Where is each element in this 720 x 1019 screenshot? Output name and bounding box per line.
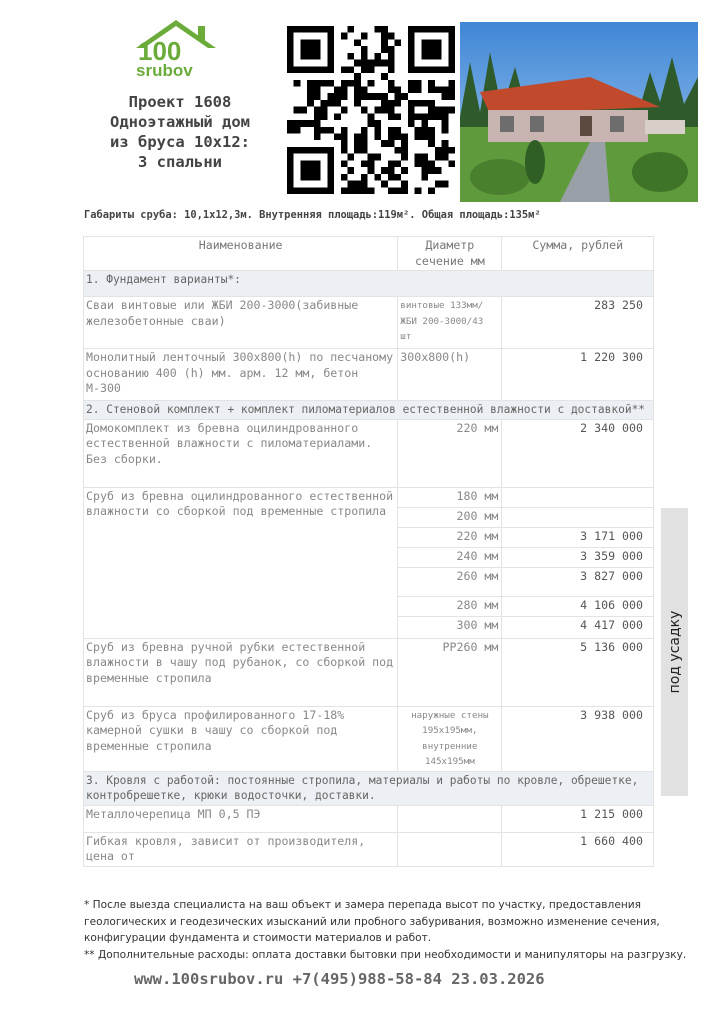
row-sum: 3 827 000: [502, 567, 654, 596]
row-name: Металлочерепица МП 0,5 ПЭ: [84, 805, 398, 832]
shrinkage-label-text: под усадку: [666, 610, 683, 694]
row-diameter: [398, 832, 502, 866]
table-row: [84, 419, 654, 487]
row-diameter: 200 мм: [398, 507, 502, 527]
table-row: [84, 832, 654, 866]
row-diameter: 300х800(h): [398, 349, 502, 401]
row-diameter: 220 мм: [398, 419, 502, 487]
row-sum: [502, 507, 654, 527]
section-title: 3. Кровля с работой: постоянные стропила, материалы и работы по кровле, обрешетке, контробрешетке, крюки водосточки, доставки.: [84, 771, 654, 805]
row-diameter: 260 мм: [398, 567, 502, 596]
title-line: из бруса 10х12:: [110, 133, 250, 151]
title-line: Проект 1608: [128, 93, 232, 111]
table-row: [84, 297, 654, 349]
footnotes: [84, 897, 704, 963]
shrinkage-label: [661, 508, 688, 796]
table-row: [84, 349, 654, 401]
section-title: 2. Стеновой комплект + комплект пиломатериалов естественной влажности с доставкой**: [84, 401, 654, 420]
row-sum: 3 938 000: [502, 706, 654, 771]
row-sum: 2 340 000: [502, 419, 654, 487]
house-photo: [460, 22, 698, 202]
row-diameter: наружные стены 195х195мм, внутренние 145х195мм: [398, 706, 502, 771]
table-row: [84, 487, 654, 507]
company-logo: [128, 18, 228, 80]
row-diameter: 300 мм: [398, 616, 502, 638]
row-sum: 283 250: [502, 297, 654, 349]
row-diameter: [398, 805, 502, 832]
section-title: 1. Фундамент варианты*:: [84, 271, 654, 297]
row-sum: 4 106 000: [502, 596, 654, 616]
row-sum: 1 660 400: [502, 832, 654, 866]
row-sum: [502, 487, 654, 507]
row-sum: 3 359 000: [502, 547, 654, 567]
qr-code[interactable]: [287, 26, 455, 194]
row-sum: 4 417 000: [502, 616, 654, 638]
row-sum: 1 220 300: [502, 349, 654, 401]
title-line: 3 спальни: [138, 153, 222, 171]
row-sum: 5 136 000: [502, 638, 654, 706]
svg-text:srubov: srubov: [136, 61, 193, 80]
row-name: Гибкая кровля, зависит от производителя, цена от: [84, 832, 398, 866]
row-diameter: 220 мм: [398, 527, 502, 547]
row-sum: 3 171 000: [502, 527, 654, 547]
table-row: [84, 706, 654, 771]
row-name: Сваи винтовые или ЖБИ 200-3000(забивные железобетонные сваи): [84, 297, 398, 349]
row-name: Монолитный ленточный 300х800(h) по песчаному основанию 400 (h) мм. арм. 12 мм, бетон М-300: [84, 349, 398, 401]
title-line: Одноэтажный дом: [110, 113, 250, 131]
row-name: Домокомплект из бревна оцилиндрованного естественной влажности с пиломатериалами. Без сборки.: [84, 419, 398, 487]
row-name: Сруб из бруса профилированного 17-18% камерной сушки в чашу со сборкой под временные стропила: [84, 706, 398, 771]
table-row: [84, 638, 654, 706]
row-name: Сруб из бревна оцилиндрованного естественной влажности со сборкой под временные стропила: [84, 487, 398, 638]
section-roof: [84, 771, 654, 805]
row-diameter: РР260 мм: [398, 638, 502, 706]
table-row: [84, 805, 654, 832]
footnote: * После выезда специалиста на ваш объект и замера перепада высот по участку, предоставления геологических и геодезических изысканий или пробного забуривания, возможно изменение сечения, конфигурации фундамента и стоимости материалов и работ.: [84, 899, 660, 944]
header-sum: Сумма, рублей: [502, 237, 654, 271]
row-name: Сруб из бревна ручной рубки естественной влажности в чашу под рубанок, со сборкой под временные стропила: [84, 638, 398, 706]
svg-text:100: 100: [138, 36, 182, 66]
table-header-row: [84, 237, 654, 271]
row-diameter: 280 мм: [398, 596, 502, 616]
dimensions-line: Габариты сруба: 10,1х12,3м. Внутренняя площадь:119м². Общая площадь:135м²: [84, 209, 541, 221]
row-sum: 1 215 000: [502, 805, 654, 832]
footnote: ** Дополнительные расходы: оплата доставки бытовки при необходимости и манипуляторы на разгрузку.: [84, 948, 687, 961]
contact-footer[interactable]: www.100srubov.ru +7(495)988-58-84 23.03.2026: [134, 970, 545, 988]
price-table: [83, 236, 654, 867]
header-diameter: Диаметр сечение мм: [398, 237, 502, 271]
section-foundation: [84, 271, 654, 297]
row-diameter: 180 мм: [398, 487, 502, 507]
section-walls: [84, 401, 654, 420]
project-title: [80, 92, 280, 172]
header-name: Наименование: [84, 237, 398, 271]
row-diameter: винтовые 133мм/ЖБИ 200-3000/43 шт: [398, 297, 502, 349]
row-diameter: 240 мм: [398, 547, 502, 567]
